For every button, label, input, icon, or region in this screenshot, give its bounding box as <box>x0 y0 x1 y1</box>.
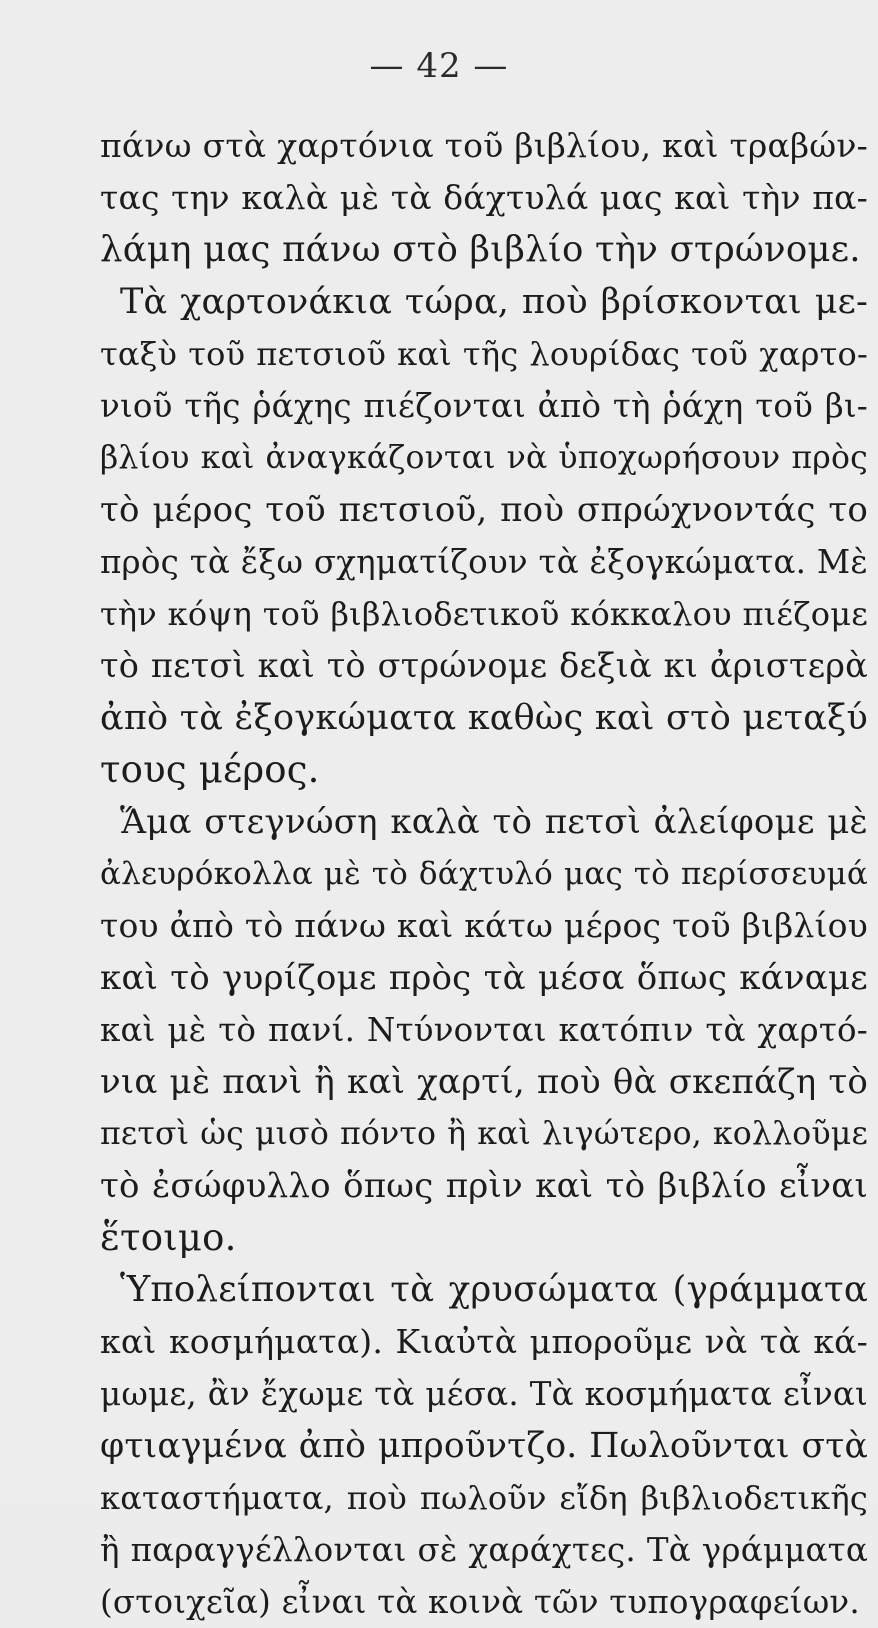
text-line: Ἅμα στεγνώση καλὰ τὸ πετσὶ ἀλείφομε μὲ <box>120 802 868 842</box>
text-line: νια μὲ πανὶ ἢ καὶ χαρτί, ποὺ θὰ σκεπάζη τὸ <box>100 1062 868 1102</box>
text-line: λάμη μας πάνω στὸ βιβλίο τὴν στρώνομε. <box>100 229 861 270</box>
text-line: ἀπὸ τὰ ἐξογκώματα καθὼς καὶ στὸ μεταξύ <box>100 698 868 738</box>
text-line: του ἀπὸ τὸ πάνω καὶ κάτω μέρος τοῦ βιβλίου <box>100 906 868 945</box>
text-line: καταστήματα, ποὺ πωλοῦν εἴδη βιβλιοδετικῆς <box>100 1479 868 1517</box>
page-number: — 42 — <box>369 46 509 86</box>
text-line: καὶ κοσμήματα). Κιαὐτὰ μποροῦμε νὰ τὰ κά- <box>100 1322 868 1361</box>
text-line: τὸ πετσὶ καὶ τὸ στρώνομε δεξιὰ κι ἀριστερὰ <box>100 646 868 685</box>
text-line: καὶ τὸ γυρίζομε πρὸς τὰ μέσα ὅπως κάναμε <box>100 958 868 998</box>
text-line: Ὑπολείπονται τὰ χρυσώματα (γράμματα <box>120 1269 868 1310</box>
text-line: τας την καλὰ μὲ τὰ δάχτυλά μας καὶ τὴν πα- <box>100 178 868 217</box>
text-line: ταξὺ τοῦ πετσιοῦ καὶ τῆς λουρίδας τοῦ χαρτο- <box>100 335 868 373</box>
text-line: τὴν κόψη τοῦ βιβλιοδετικοῦ κόκκαλου πιέζομε <box>100 595 868 633</box>
text-line: ἕτοιμο. <box>100 1216 237 1259</box>
text-line: φτιαγμένα ἀπὸ μπροῦντζο. Πωλοῦνται στὰ <box>100 1426 868 1466</box>
text-line: νιοῦ τῆς ῥάχης πιέζονται ἀπὸ τὴ ῥάχη τοῦ βι- <box>100 387 868 425</box>
text-line: πάνω στὰ χαρτόνια τοῦ βιβλίου, καὶ τραβών- <box>100 126 868 165</box>
text-line: (στοιχεῖα) εἶναι τὰ κοινὰ τῶν τυπογραφείων. <box>100 1583 860 1621</box>
body-text <box>100 120 868 1628</box>
text-line: Τὰ χαρτονάκια τώρα, ποὺ βρίσκονται με- <box>120 282 868 322</box>
text-line: τὸ μέρος τοῦ πετσιοῦ, ποὺ σπρώχνοντάς το <box>100 490 868 530</box>
text-line: καὶ μὲ τὸ πανί. Ντύνονται κατόπιν τὰ χαρτό- <box>100 1011 868 1049</box>
text-line: πετσὶ ὡς μισὸ πόντο ἢ καὶ λιγώτερο, κολλοῦμε <box>100 1116 868 1152</box>
text-line: βλίου καὶ ἀναγκάζονται νὰ ὑποχωρήσουν πρὸς <box>100 440 868 476</box>
text-line: τους μέρος. <box>100 748 320 791</box>
text-line: ἢ παραγγέλλονται σὲ χαράχτες. Τὰ γράμματα <box>100 1531 868 1569</box>
text-line: μωμε, ἂν ἔχωμε τὰ μέσα. Τὰ κοσμήματα εἶναι <box>100 1375 868 1413</box>
text-line: ἀλευρόκολλα μὲ τὸ δάχτυλό μας τὸ περίσσευμά <box>100 856 868 892</box>
text-line: τὸ ἐσώφυλλο ὅπως πρὶν καὶ τὸ βιβλίο εἶναι <box>100 1166 868 1206</box>
text-line: πρὸς τὰ ἔξω σχηματίζουν τὰ ἐξογκώματα. Μὲ <box>100 543 868 581</box>
